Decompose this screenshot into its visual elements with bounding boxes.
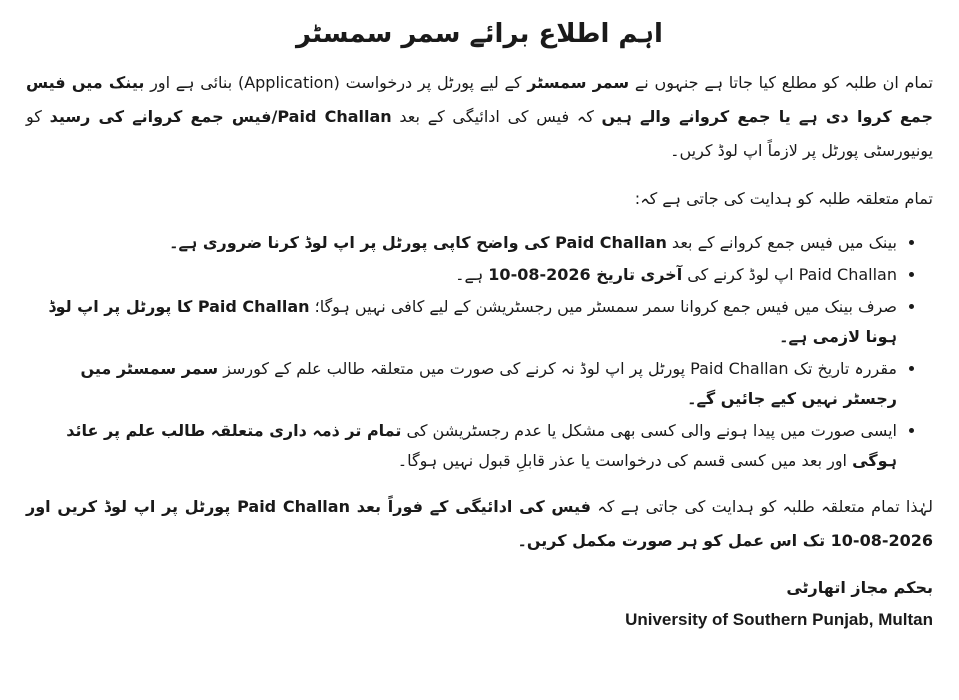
para1-text-g: کو یونیورسٹی پورٹل پر لازماً اپ لوڈ کریں۔: [26, 107, 933, 160]
point-2-end: ہے۔: [455, 265, 489, 284]
closing-text: لہٰذا تمام متعلقہ طلبہ کو ہدایت کی جاتی ہے کہ: [591, 497, 934, 516]
para1-text-c: کے لیے پورٹل پر درخواست (Application) بنائی ہے اور: [144, 73, 528, 92]
para1-bold-fee-deposit: بینک میں فیس جمع کروا دی ہے یا جمع کروانے والے ہیں: [26, 73, 934, 126]
university-name: University of Southern Punjab, Multan: [625, 610, 933, 629]
point-5-text: ایسی صورت میں پیدا ہونے والی کسی بھی مشکل یا عدم رجسٹریشن کی: [401, 421, 897, 440]
para1-bold-paid-challan: Paid Challan/فیس جمع کروانے کی رسید: [49, 107, 392, 126]
instruction-list: [26, 228, 933, 476]
para1-bold-summer-semester: سمر سمسٹر: [527, 73, 630, 92]
point-3-bold: Paid Challan کا پورٹل پر اپ لوڈ ہونا لازمی ہے۔: [48, 297, 897, 346]
point-4-bold: سمر سمسٹر میں رجسٹر نہیں کیے جائیں گے۔: [80, 359, 897, 408]
notice-title: اہم اطلاع برائے سمر سمسٹر: [296, 19, 663, 49]
list-item: [26, 416, 897, 476]
list-item: [26, 292, 897, 352]
point-4-text: مقررہ تاریخ تک Paid Challan پورٹل پر اپ لوڈ نہ کرنے کی صورت میں متعلقہ طالب علم کے کورسز: [218, 359, 897, 378]
instructions-intro: تمام متعلقہ طلبہ کو ہدایت کی جاتی ہے کہ:: [634, 189, 933, 208]
point-5-end: اور بعد میں کسی قسم کی درخواست یا عذر قابلِ قبول نہیں ہوگا۔: [397, 451, 853, 470]
point-1-text: بینک میں فیس جمع کروانے کے بعد: [666, 233, 897, 252]
signature-block: [26, 572, 933, 636]
point-2-text: Paid Challan اپ لوڈ کرنے کی: [682, 265, 897, 284]
point-5-bold: تمام تر ذمہ داری متعلقہ طالب علم پر عائد ہوگی: [66, 421, 897, 470]
list-item: [26, 260, 897, 290]
signature-authority: بحکم مجاز اتھارٹی: [786, 578, 933, 597]
para1-text-e: کہ فیس کی ادائیگی کے بعد: [391, 107, 602, 126]
closing-bold: فیس کی ادائیگی کے فوراً بعد Paid Challan پورٹل پر اپ لوڈ کریں اور 2026-08-10 تک اس عمل کو ہر صورت مکمل کریں۔: [26, 497, 933, 550]
point-2-deadline: آخری تاریخ 2026-08-10: [488, 265, 683, 284]
list-item: [26, 228, 897, 258]
notice-paragraph-1: [26, 66, 933, 168]
point-3-text: صرف بینک میں فیس جمع کروانا سمر سمسٹر میں رجسٹریشن کے لیے کافی نہیں ہوگا؛: [309, 297, 897, 316]
point-1-bold: Paid Challan کی واضح کاپی پورٹل پر اپ لوڈ کرنا ضروری ہے۔: [169, 233, 667, 252]
list-item: [26, 354, 897, 414]
para1-text-a: تمام ان طلبہ کو مطلع کیا جاتا ہے جنہوں نے: [629, 73, 933, 92]
closing-paragraph: [26, 490, 933, 558]
